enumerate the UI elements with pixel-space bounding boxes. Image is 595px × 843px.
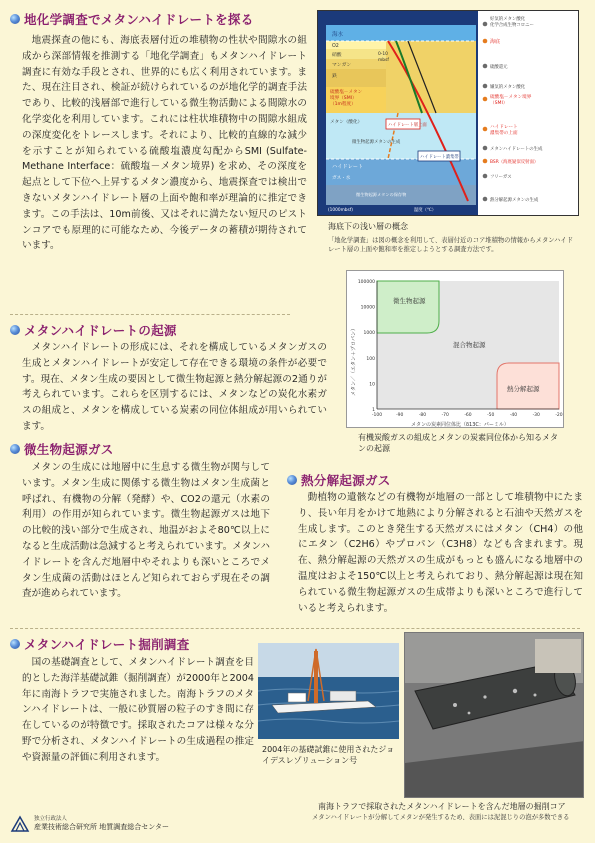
fig2-ytick: 100000 (357, 280, 375, 285)
fig1-r-anaerobic: 嫌気的メタン酸化 (490, 85, 526, 90)
section-title-text: 微生物起源ガス (24, 442, 114, 457)
fig1-caption-title: 海底下の浅い層の概念 (328, 222, 408, 231)
fig1-depth-marker2: mbsf (378, 58, 389, 63)
section-body-drilling: 国の基礎調査として、メタンハイドレート調査を目的とした海洋基礎試錐（掘削調査）が2000年と2004年に南海トラフで実施されました。南海トラフのメタンハイドレートは、一般に砂質層の粒子のすき間に存在しているのが特徴です。採取されたコアは様々な分野で分析され、メタンハイドレートの生成過程の推定や資源量の評価に利用されます。 (22, 657, 254, 763)
fig2-xtick: -100 (371, 413, 383, 418)
fig1-label-micro-origin: 微生物起源メタンの生成 (352, 140, 401, 145)
fig1-label-micro-store: 微生物起源メタンの保存物 (356, 192, 407, 197)
fig1-label-concentration: ハイドレート濃集帯 (420, 155, 459, 160)
fig2-xtick: -30 (532, 413, 540, 418)
section-divider (10, 628, 580, 629)
bullet-icon (10, 639, 20, 649)
section-body-origin: メタンハイドレートの形成には、それを構成しているメタンガスの生成とメタンハイドレートが安定して存在できる環境の条件が必要です。現在、メタン生成の要因として微生物起源と熱分解起源の2通りが考えられています。これらを区別するには、メタンなどの炭化水素ガスの組成と、メタンを構成している炭素の同位体組成が用いられています。 (22, 342, 327, 432)
drilling-ship-image (258, 643, 399, 739)
fig2-xtick: -60 (464, 413, 472, 418)
bullet-icon (10, 444, 20, 454)
fig1-label-sulfate: 硫酸塩－メタン (330, 90, 363, 95)
fig1-r-smi: 硫酸塩－メタン境界 (490, 95, 532, 100)
fig1-r-hydrate-bottom: メタンハイドレートの生成 (490, 147, 543, 152)
fig1-caption-body: 「地化学調査」は図の概念を利用して、表層付近のコア堆積物の情報からメタンハイドレート層の上面や飽和率を推定しようとする調査方法です。 (328, 237, 574, 253)
fig2-region-thermo: 熱分解起源 (507, 385, 540, 393)
fig2-xtick: -50 (487, 413, 495, 418)
fig2-xtick: -70 (441, 413, 449, 418)
fig1-temp-axis: 温度（℃） (414, 208, 437, 213)
fig2-region-micro: 微生物起源 (393, 297, 426, 305)
photo-core-sample (404, 632, 584, 798)
figure-methane-origin-chart (346, 270, 564, 428)
fig2-ytick: 1000 (363, 331, 375, 337)
footer-logo (10, 815, 169, 833)
fig1-r-colony: 好気的メタン酸化 (490, 17, 526, 22)
section-body-microbial: メタンの生成には地層中に生息する微生物が関与しています。メタン生成に関係する微生物はメタン生成菌と呼ばれ、有機物の分解（発酵）や、CO2の還元（水素の利用）の作用が知られています。微生物起源ガスは地下の比較的浅い部分で生成され、地温がおよそ80℃以上になると生成活動は急減すると考えられています。メタンハイドレートを含んだ地層中やそれよりも深いところでメタン生成菌の活動はほとんど知られておらず現在その調査が進められています。 (22, 462, 270, 600)
fig1-label-hydrate-top: ハイドレート層上面 (388, 123, 427, 128)
fig2-xtick: -40 (509, 413, 518, 418)
fig1-label-o2: O2 (332, 44, 339, 49)
section-title-text: 熱分解起源ガス (301, 473, 391, 488)
bullet-icon (10, 14, 20, 24)
section-title-geochem (10, 10, 254, 28)
fig1-label-manganese: マンガン (332, 63, 352, 68)
fig2-ylabel: メタン／（エタン＋プロパン） (351, 325, 357, 396)
fig2-xlabel: メタンの炭素同位体比（δ13C：パーミル） (411, 422, 509, 428)
fig1-r-seabed: 海底 (490, 39, 501, 45)
footer-line2: 産業技術総合研究所 地質調査総合センター (34, 823, 169, 831)
section-divider (10, 314, 290, 315)
fig1-r-bsr: BSR（海底疑似反射面） (490, 160, 539, 165)
fig1-r-smi2: （SMI） (490, 101, 508, 106)
section-title-thermogenic (287, 471, 391, 489)
photo2-caption: 南海トラフで採取されたメタンハイドレートを含んだ地層の掘削コア (318, 802, 566, 811)
figure-shallow-layer-concept (317, 10, 579, 216)
footer-line1: 独立行政法人 (34, 816, 68, 822)
fig2-region-mixed: 混合物起源 (453, 341, 486, 349)
fig1-depth-marker: 0-10 (378, 52, 388, 57)
fig2-xtick: -90 (396, 413, 404, 418)
fig2-ytick: 1 (372, 408, 375, 413)
fig1-label-iron: 鉄 (332, 74, 337, 79)
section-title-text: メタンハイドレート掘削調査 (24, 637, 190, 652)
section-body-thermogenic: 動植物の遺骸などの有機物が地層の一部として堆積物中にたまり、長い年月をかけて地熱により分解されると石油や天然ガスを生成します。このとき発生する天然ガスにはメタン（CH4）の他にエタン（C2H6）やプロパン（C3H8）なども含まれます。現在、熱分解起源の天然ガスの生成がもっとも盛んになる地層中の温度はおよそ150℃以上と考えられており、熱分解起源は現在知られている微生物起源ガスの生成帯よりも深いところで進行していると考えられます。 (298, 492, 583, 614)
fig1-r-colony2: 化学合成生物コロニー (490, 23, 534, 28)
section-title-microbial (10, 440, 114, 458)
fig1-label-gas: ガス・水 (332, 176, 351, 181)
fig2-ytick: 100 (366, 356, 375, 362)
core-sample-image (405, 633, 584, 798)
photo2-subcaption: メタンハイドレートが分解してメタンが発生するため、表面には泥混じりの泡が多数できる (312, 814, 570, 821)
fig1-label-smi2: （1m程度） (330, 102, 356, 107)
fig2-svg (347, 271, 564, 428)
fig2-xtick: -80 (418, 413, 427, 418)
fig1-r-hydrate-conc: ハイドレート (490, 125, 518, 130)
fig2-caption: 有機炭酸ガスの組成とメタンの炭素同位体から知るメタンの起源 (358, 433, 558, 453)
aist-logo-icon (10, 815, 30, 833)
fig1-r-free-gas: フリーガス (490, 175, 512, 180)
fig1-r-sulfate-red: 硫酸還元 (490, 65, 508, 70)
photo1-caption: 2004年の基礎試錐に使用されたジョイデスレゾリューション号 (262, 745, 395, 765)
fig1-depth-axis: (1000mbsf) (328, 208, 353, 213)
section-title-origin (10, 321, 177, 339)
figure-shallow-layer-svg (318, 11, 579, 216)
section-title-drilling (10, 635, 190, 653)
section-title-text: メタンハイドレートの起源 (24, 323, 177, 338)
bullet-icon (287, 475, 297, 485)
fig1-r-hydrate-conc2: 濃集帯の上面 (490, 131, 518, 136)
fig2-ytick: 10000 (360, 305, 375, 311)
fig1-label-nitrate: 硝酸 (332, 53, 342, 58)
fig2-xtick: -20 (555, 413, 563, 418)
fig2-ytick: 10 (369, 382, 375, 388)
bullet-icon (10, 325, 20, 335)
photo-drilling-ship (258, 643, 399, 739)
fig1-label-hydrate: ハイドレート (332, 164, 364, 170)
fig1-label-seawater: 海水 (332, 32, 344, 38)
fig1-r-thermo: 熱分解起源メタンの生成 (490, 198, 539, 203)
section-body-geochem: 地震探査の他にも、海底表層付近の堆積物の性状や間隙水の組成から深部情報を推測する「地化学調査」もメタンハイドレート調査に有効な手段とされ、世界的にも広く利用されています。また、現在注目され、検証が続けられているのが地化学的調査手法であり、比較的浅層部で進行している微生物活動による間隙水の化学変化を利用しています。これには柱状堆積物中の間隙水組成の深度変化をトレースします。それにより、比較的直線的な減少を示すことが知られている硫酸塩濃度勾配からSMI (Sulfate-Methane Interface：硫酸塩－メタン境界) を求め、その深度を起点として下位へ上昇するメタン濃度から、地震探査では検出できないメタンハイドレート層の上面や飽和率が理論的に推定できます。この手法は、10m前後、又はそれに満たない短尺のピストンコアでも原理的に可能なため、今後データの蓄積が期待されています。 (22, 35, 307, 252)
fig1-label-methane-ox: メタン（酸化） (330, 120, 363, 125)
section-title-text: 地化学調査でメタンハイドレートを探る (24, 12, 254, 27)
fig1-label-smi: 境界（SMI） (330, 96, 357, 101)
